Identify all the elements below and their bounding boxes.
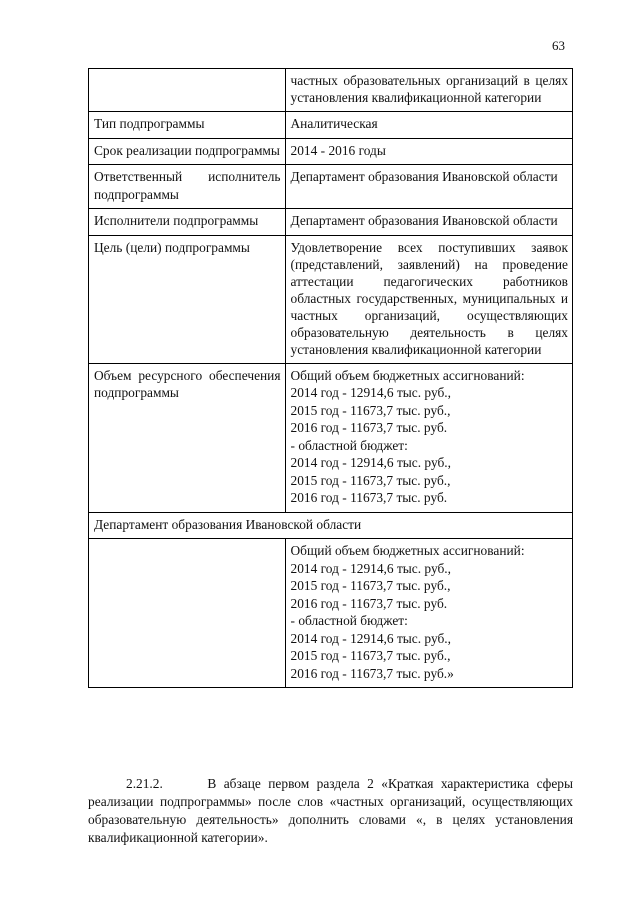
funding-line: - областной бюджет: — [290, 437, 408, 453]
funding-dept-line: 2016 год - 11673,7 тыс. руб. — [290, 595, 448, 611]
amendment-paragraph: 2.21.2. В абзаце первом раздела 2 «Краткая характеристика сферы реализации подпрограммы» после слов «частных организаций, осуществляющих образовательную деятельность» дополнить словами «, в целях установления квалификационной категории». — [88, 776, 573, 846]
table-row — [89, 138, 573, 165]
funding-label: Объем ресурсного обеспечения подпрограммы — [89, 363, 286, 512]
funding-dept-line: 2014 год - 12914,6 тыс. руб., — [290, 630, 451, 646]
table-row — [89, 363, 573, 512]
funding-dept-value — [285, 539, 572, 688]
funding-line: 2015 год - 11673,7 тыс. руб., — [290, 402, 451, 418]
funding-line: 2016 год - 11673,7 тыс. руб. — [290, 490, 448, 505]
executors-value: Департамент образования Ивановской области — [285, 209, 572, 236]
continuation-value: частных образовательных организаций в целях установления квалификационной категории — [285, 69, 572, 112]
funding-line: 2015 год - 11673,7 тыс. руб., — [290, 472, 451, 488]
funding-dept-line: 2015 год - 11673,7 тыс. руб., — [290, 648, 451, 663]
funding-line: 2014 год - 12914,6 тыс. руб., — [290, 455, 451, 470]
funding-line: Общий объем бюджетных ассигнований: — [290, 367, 525, 383]
term-label: Срок реализации подпрограммы — [89, 138, 286, 165]
funding-dept-line: 2016 год - 11673,7 тыс. руб.» — [290, 665, 454, 681]
table-row — [89, 512, 573, 539]
responsible-label: Ответственный исполнитель подпрограммы — [89, 165, 286, 209]
funding-line: 2014 год - 12914,6 тыс. руб., — [290, 385, 451, 400]
table-row — [89, 235, 573, 363]
type-label: Тип подпрограммы — [89, 112, 286, 139]
table-row — [89, 69, 573, 112]
responsible-value: Департамент образования Ивановской области — [285, 165, 572, 209]
table-cell-empty — [89, 539, 286, 688]
type-value: Аналитическая — [285, 112, 572, 139]
funding-dept-line: 2015 год - 11673,7 тыс. руб., — [290, 578, 451, 593]
page-number: 63 — [552, 38, 565, 53]
table-cell-empty — [89, 69, 286, 112]
table-row — [89, 539, 573, 688]
term-value: 2014 - 2016 годы — [285, 138, 572, 165]
table-row — [89, 209, 573, 236]
department-heading: Департамент образования Ивановской области — [89, 512, 573, 539]
subprogram-passport-table — [88, 68, 573, 688]
funding-line: 2016 год - 11673,7 тыс. руб. — [290, 420, 448, 435]
executors-label: Исполнители подпрограммы — [89, 209, 286, 236]
table-row — [89, 112, 573, 139]
funding-dept-line: 2014 год - 12914,6 тыс. руб., — [290, 560, 451, 576]
funding-value — [285, 363, 572, 512]
goal-value: Удовлетворение всех поступивших заявок (представлений, заявлений) на проведение аттестации педагогических работников областных государственных, муниципальных и частных организаций, осуществляющих образовательную деятельность в целях установления квалификационной категории — [285, 235, 572, 363]
goal-label: Цель (цели) подпрограммы — [89, 235, 286, 363]
table-row — [89, 165, 573, 209]
funding-dept-line: - областной бюджет: — [290, 613, 408, 628]
funding-dept-line: Общий объем бюджетных ассигнований: — [290, 543, 525, 558]
